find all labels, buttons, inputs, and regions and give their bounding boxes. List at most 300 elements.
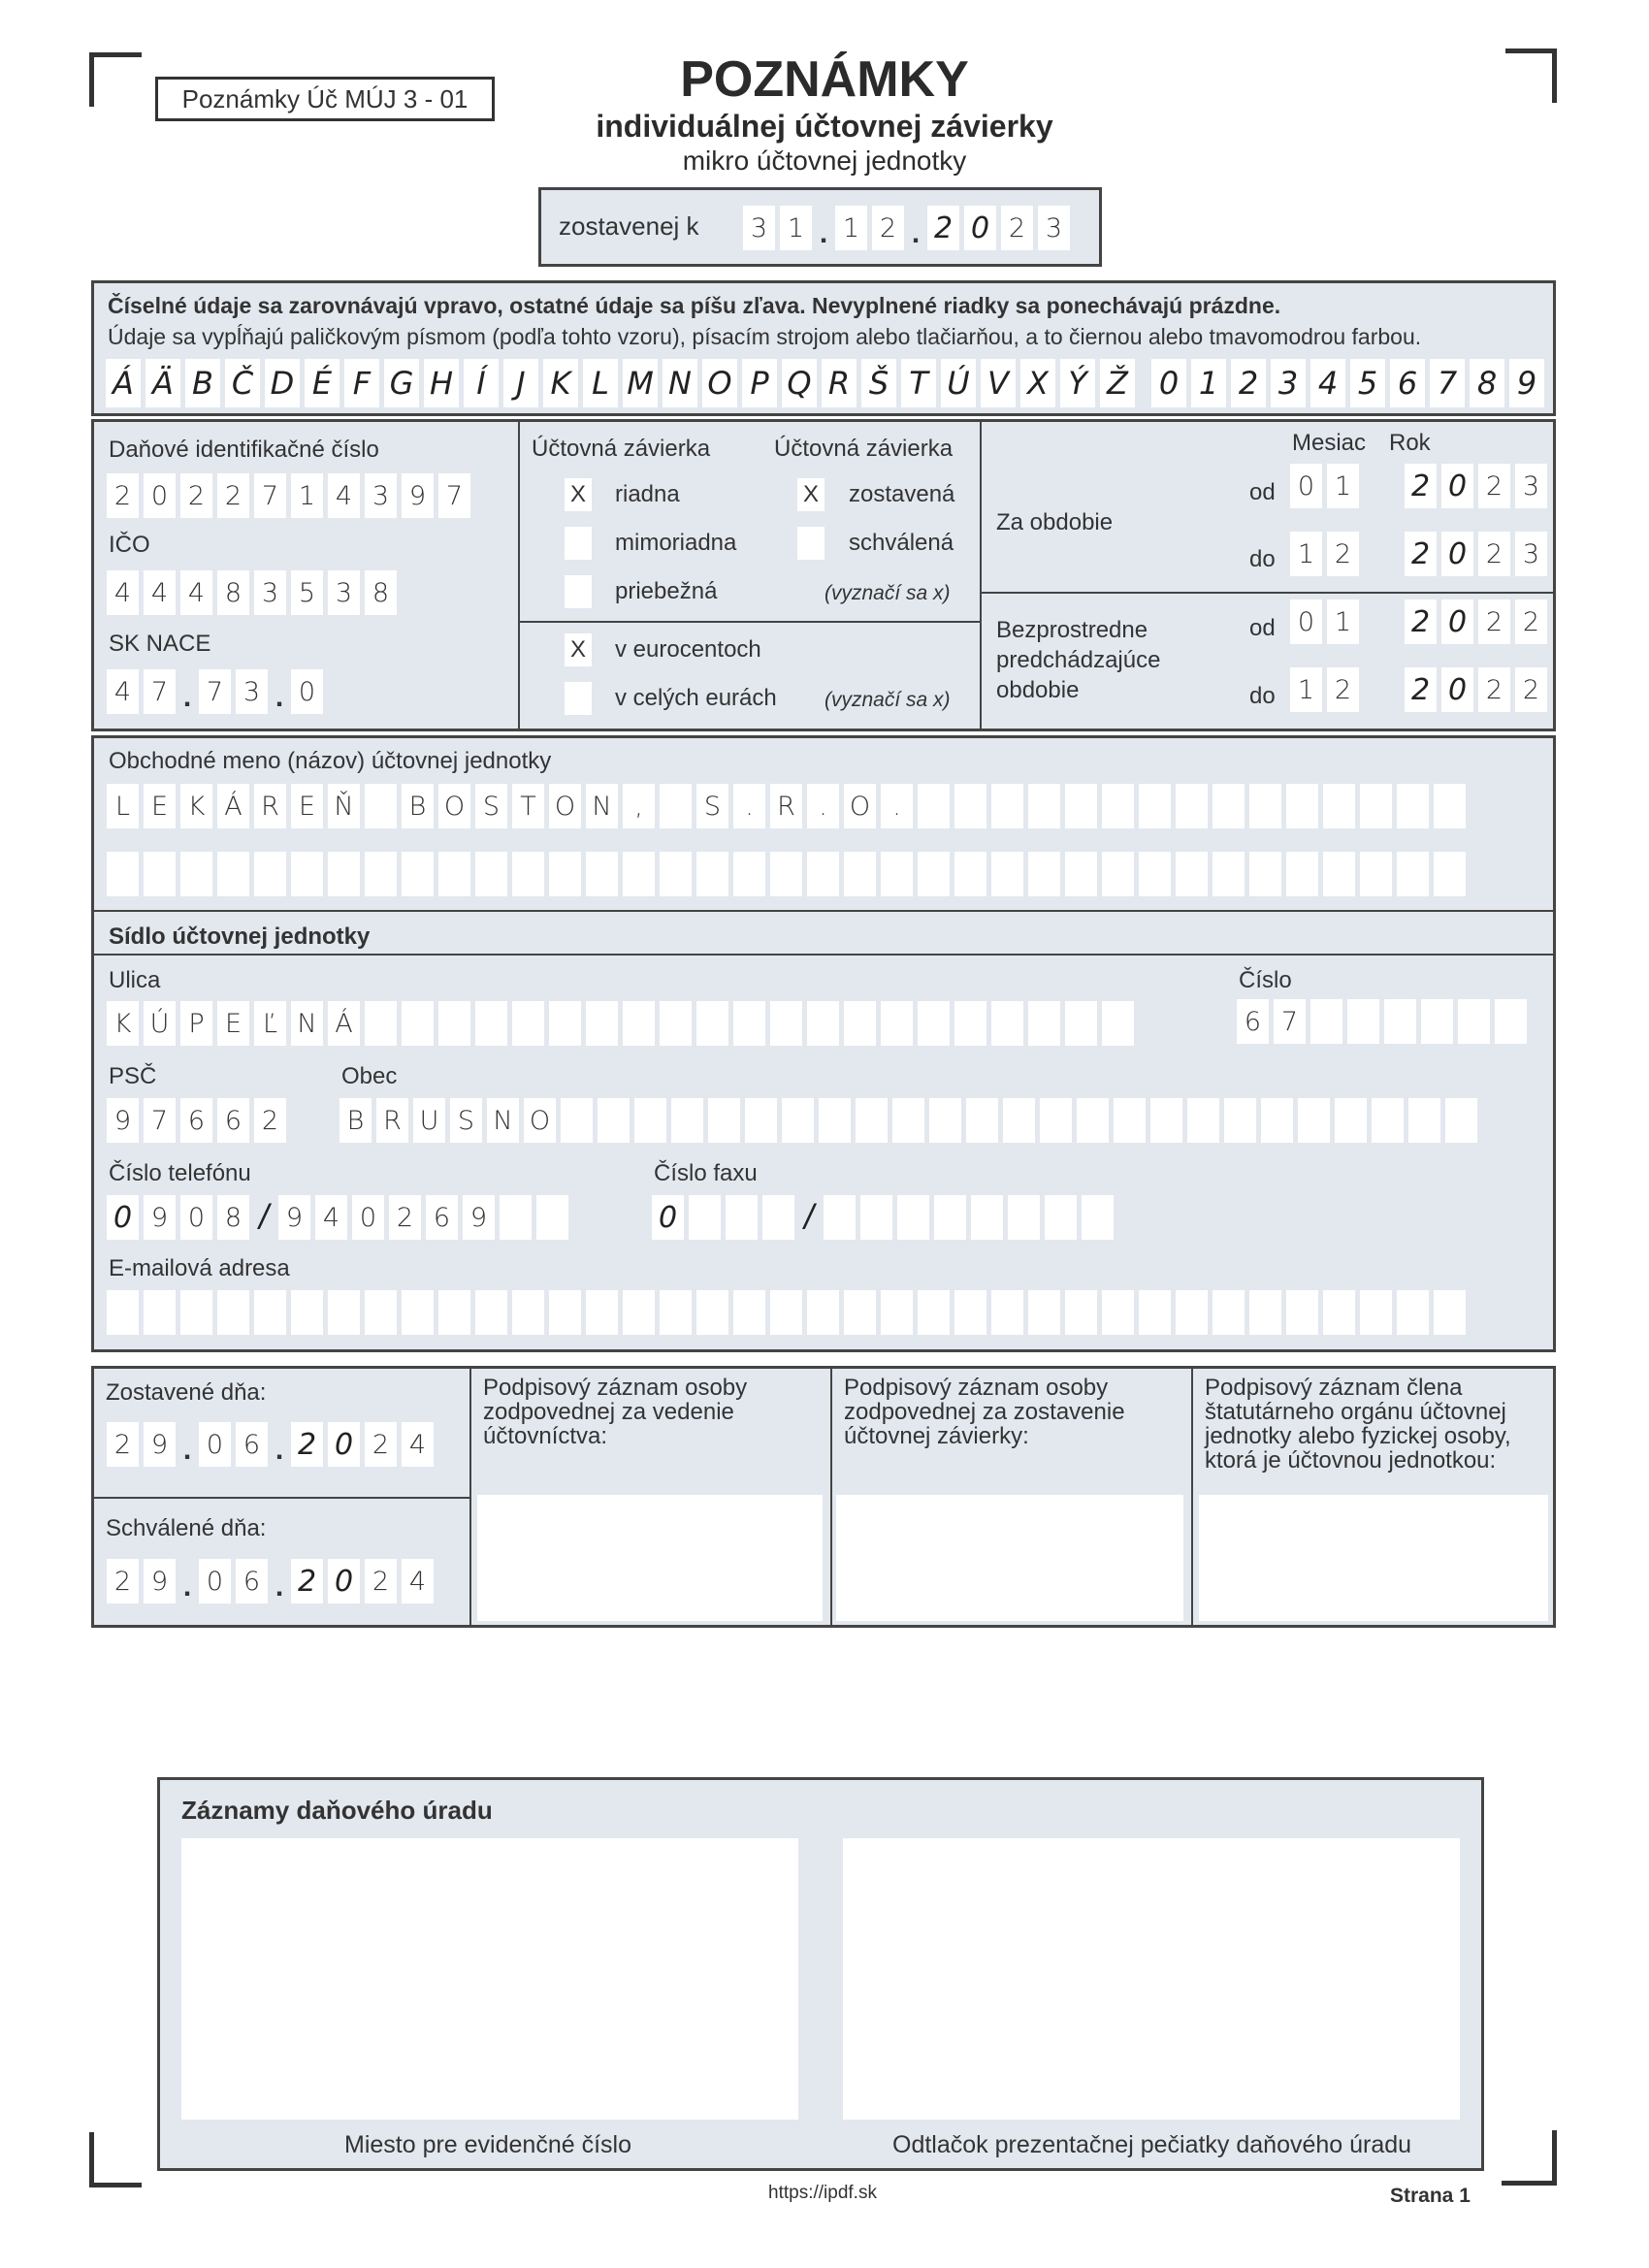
char-box[interactable] xyxy=(1028,784,1060,828)
char-box[interactable] xyxy=(1310,999,1342,1044)
char-box[interactable] xyxy=(438,1290,470,1335)
char-box[interactable] xyxy=(770,1290,802,1335)
char-box[interactable] xyxy=(1065,1001,1097,1046)
char-box[interactable] xyxy=(1458,999,1490,1044)
char-box[interactable]: 2 xyxy=(1327,532,1359,576)
char-box[interactable]: 3 xyxy=(328,570,360,615)
fax-field[interactable] xyxy=(652,1195,1114,1240)
char-box[interactable] xyxy=(934,1195,966,1240)
char-box[interactable] xyxy=(708,1098,740,1143)
char-box[interactable]: 3 xyxy=(365,473,397,518)
char-box[interactable] xyxy=(1187,1098,1219,1143)
char-box[interactable] xyxy=(291,1290,323,1335)
char-box[interactable] xyxy=(660,852,692,896)
char-box[interactable] xyxy=(1323,1290,1355,1335)
char-box[interactable]: 0 xyxy=(199,1559,231,1604)
entity-name-line-2[interactable] xyxy=(107,852,1466,896)
char-box[interactable]: 2 xyxy=(1405,532,1437,576)
char-box[interactable] xyxy=(918,1290,950,1335)
char-box[interactable] xyxy=(1249,852,1281,896)
char-box[interactable]: O xyxy=(844,784,876,828)
char-box[interactable] xyxy=(733,852,765,896)
char-box[interactable] xyxy=(856,1098,888,1143)
char-box[interactable] xyxy=(762,1195,794,1240)
char-box[interactable] xyxy=(897,1195,929,1240)
char-box[interactable]: 0 xyxy=(1290,599,1322,644)
city-field[interactable] xyxy=(340,1098,1477,1143)
checkbox-zostavena[interactable]: X xyxy=(797,478,824,511)
char-box[interactable]: U xyxy=(413,1098,445,1143)
char-box[interactable] xyxy=(512,1290,544,1335)
checkbox-eurocents[interactable]: X xyxy=(565,633,592,666)
char-box[interactable] xyxy=(918,784,950,828)
char-box[interactable]: 2 xyxy=(1478,532,1510,576)
char-box[interactable] xyxy=(586,1290,618,1335)
char-box[interactable]: 0 xyxy=(1441,667,1473,712)
char-box[interactable] xyxy=(328,852,360,896)
char-box[interactable] xyxy=(402,1290,434,1335)
approved-date-field[interactable] xyxy=(107,1559,434,1604)
signature-3-area[interactable] xyxy=(1199,1495,1548,1621)
char-box[interactable]: 0 xyxy=(144,473,176,518)
char-box[interactable]: . xyxy=(733,784,765,828)
char-box[interactable]: 0 xyxy=(107,1195,139,1240)
char-box[interactable]: 0 xyxy=(1441,599,1473,644)
char-box[interactable] xyxy=(1102,784,1134,828)
char-box[interactable] xyxy=(623,1290,655,1335)
char-box[interactable]: O xyxy=(438,784,470,828)
char-box[interactable] xyxy=(1212,1290,1245,1335)
char-box[interactable]: 2 xyxy=(291,1422,323,1467)
checkbox-mimoriadna[interactable] xyxy=(565,527,592,560)
char-box[interactable] xyxy=(1249,1290,1281,1335)
char-box[interactable] xyxy=(561,1098,593,1143)
char-box[interactable]: 3 xyxy=(1515,532,1547,576)
char-box[interactable] xyxy=(1150,1098,1182,1143)
char-box[interactable]: R xyxy=(376,1098,408,1143)
char-box[interactable]: 8 xyxy=(217,1195,249,1240)
char-box[interactable] xyxy=(733,1290,765,1335)
char-box[interactable] xyxy=(623,852,655,896)
char-box[interactable]: L xyxy=(107,784,139,828)
char-box[interactable] xyxy=(1082,1195,1114,1240)
nace-field[interactable] xyxy=(107,669,323,714)
char-box[interactable] xyxy=(402,1001,434,1046)
char-box[interactable]: 6 xyxy=(217,1098,249,1143)
char-box[interactable]: 4 xyxy=(144,570,176,615)
char-box[interactable]: 2 xyxy=(1515,599,1547,644)
char-box[interactable]: 8 xyxy=(365,570,397,615)
char-box[interactable] xyxy=(1176,784,1208,828)
char-box[interactable] xyxy=(1065,784,1097,828)
signature-1-area[interactable] xyxy=(477,1495,823,1621)
char-box[interactable]: Á xyxy=(328,1001,360,1046)
char-box[interactable]: 4 xyxy=(315,1195,347,1240)
char-box[interactable]: 0 xyxy=(652,1195,684,1240)
char-box[interactable] xyxy=(536,1195,568,1240)
previous-period-to[interactable] xyxy=(1290,667,1547,712)
char-box[interactable]: . xyxy=(881,784,913,828)
char-box[interactable]: N xyxy=(291,1001,323,1046)
ico-field[interactable] xyxy=(107,570,397,615)
char-box[interactable] xyxy=(1298,1098,1330,1143)
char-box[interactable] xyxy=(1286,784,1318,828)
char-box[interactable]: 2 xyxy=(1405,667,1437,712)
char-box[interactable] xyxy=(217,852,249,896)
char-box[interactable]: 1 xyxy=(1327,599,1359,644)
char-box[interactable] xyxy=(254,852,286,896)
char-box[interactable]: 9 xyxy=(144,1195,176,1240)
char-box[interactable] xyxy=(696,1001,728,1046)
char-box[interactable] xyxy=(1212,852,1245,896)
signature-2-area[interactable] xyxy=(836,1495,1183,1621)
char-box[interactable] xyxy=(807,1290,839,1335)
char-box[interactable] xyxy=(217,1290,249,1335)
char-box[interactable] xyxy=(144,1290,176,1335)
char-box[interactable] xyxy=(881,1290,913,1335)
char-box[interactable]: 9 xyxy=(144,1559,176,1604)
char-box[interactable]: 2 xyxy=(107,1422,139,1467)
char-box[interactable] xyxy=(860,1195,892,1240)
char-box[interactable] xyxy=(991,784,1023,828)
char-box[interactable] xyxy=(1045,1195,1077,1240)
date-digit[interactable]: 3 xyxy=(743,206,775,250)
char-box[interactable] xyxy=(819,1098,851,1143)
char-box[interactable]: B xyxy=(340,1098,372,1143)
char-box[interactable] xyxy=(1008,1195,1040,1240)
char-box[interactable] xyxy=(475,1001,507,1046)
char-box[interactable]: 6 xyxy=(236,1559,268,1604)
char-box[interactable]: 1 xyxy=(1327,464,1359,508)
char-box[interactable] xyxy=(328,1290,360,1335)
char-box[interactable] xyxy=(512,852,544,896)
char-box[interactable] xyxy=(770,852,802,896)
char-box[interactable] xyxy=(1335,1098,1367,1143)
char-box[interactable]: R xyxy=(254,784,286,828)
char-box[interactable] xyxy=(881,852,913,896)
char-box[interactable] xyxy=(1224,1098,1256,1143)
char-box[interactable] xyxy=(180,1290,212,1335)
entity-name-line-1[interactable] xyxy=(107,784,1466,828)
char-box[interactable] xyxy=(892,1098,924,1143)
char-box[interactable] xyxy=(1323,852,1355,896)
char-box[interactable] xyxy=(180,852,212,896)
char-box[interactable]: 0 xyxy=(352,1195,384,1240)
char-box[interactable]: 1 xyxy=(1290,667,1322,712)
char-box[interactable]: S xyxy=(475,784,507,828)
registration-number-area[interactable] xyxy=(181,1838,798,2120)
char-box[interactable] xyxy=(954,852,986,896)
char-box[interactable] xyxy=(586,1001,618,1046)
char-box[interactable] xyxy=(1139,1290,1171,1335)
char-box[interactable]: 2 xyxy=(291,1559,323,1604)
date-digit[interactable]: 0 xyxy=(964,206,996,250)
char-box[interactable]: 4 xyxy=(328,473,360,518)
char-box[interactable] xyxy=(696,1290,728,1335)
char-box[interactable] xyxy=(807,852,839,896)
char-box[interactable]: 3 xyxy=(254,570,286,615)
char-box[interactable]: E xyxy=(291,784,323,828)
char-box[interactable] xyxy=(1139,852,1171,896)
checkbox-whole-euros[interactable] xyxy=(565,682,592,715)
current-period-from[interactable] xyxy=(1290,464,1547,508)
char-box[interactable]: Ú xyxy=(144,1001,176,1046)
char-box[interactable] xyxy=(881,1001,913,1046)
char-box[interactable]: B xyxy=(402,784,434,828)
char-box[interactable]: 4 xyxy=(180,570,212,615)
char-box[interactable]: 3 xyxy=(1515,464,1547,508)
char-box[interactable]: 4 xyxy=(107,669,139,714)
char-box[interactable] xyxy=(107,1290,139,1335)
char-box[interactable] xyxy=(254,1290,286,1335)
char-box[interactable] xyxy=(586,852,618,896)
char-box[interactable]: P xyxy=(180,1001,212,1046)
char-box[interactable] xyxy=(365,852,397,896)
char-box[interactable]: O xyxy=(524,1098,556,1143)
char-box[interactable]: 0 xyxy=(1441,532,1473,576)
char-box[interactable] xyxy=(696,852,728,896)
date-digit[interactable]: 1 xyxy=(780,206,812,250)
char-box[interactable] xyxy=(954,1001,986,1046)
char-box[interactable] xyxy=(1077,1098,1109,1143)
char-box[interactable] xyxy=(782,1098,814,1143)
char-box[interactable] xyxy=(966,1098,998,1143)
char-box[interactable]: 2 xyxy=(254,1098,286,1143)
char-box[interactable]: 7 xyxy=(438,473,470,518)
char-box[interactable] xyxy=(107,852,139,896)
char-box[interactable] xyxy=(1139,784,1171,828)
char-box[interactable] xyxy=(1212,784,1245,828)
char-box[interactable]: 2 xyxy=(1478,667,1510,712)
char-box[interactable] xyxy=(1065,1290,1097,1335)
char-box[interactable]: 1 xyxy=(291,473,323,518)
char-box[interactable]: 0 xyxy=(291,669,323,714)
char-box[interactable] xyxy=(144,852,176,896)
char-box[interactable] xyxy=(291,852,323,896)
char-box[interactable]: 6 xyxy=(1237,999,1269,1044)
as-of-date-field[interactable] xyxy=(743,206,1070,250)
char-box[interactable] xyxy=(660,784,692,828)
char-box[interactable]: 0 xyxy=(328,1559,360,1604)
char-box[interactable] xyxy=(1360,784,1392,828)
char-box[interactable]: Á xyxy=(217,784,249,828)
phone-field[interactable] xyxy=(107,1195,568,1240)
char-box[interactable] xyxy=(1408,1098,1440,1143)
char-box[interactable]: 7 xyxy=(144,669,176,714)
char-box[interactable] xyxy=(745,1098,777,1143)
char-box[interactable] xyxy=(1347,999,1379,1044)
street-number-field[interactable] xyxy=(1237,999,1527,1044)
char-box[interactable] xyxy=(1360,1290,1392,1335)
char-box[interactable] xyxy=(1176,852,1208,896)
char-box[interactable]: 4 xyxy=(402,1559,434,1604)
char-box[interactable] xyxy=(1434,852,1466,896)
char-box[interactable] xyxy=(807,1001,839,1046)
char-box[interactable]: 4 xyxy=(402,1422,434,1467)
char-box[interactable] xyxy=(1397,1290,1429,1335)
char-box[interactable]: 6 xyxy=(180,1098,212,1143)
char-box[interactable] xyxy=(929,1098,961,1143)
char-box[interactable] xyxy=(991,1290,1023,1335)
char-box[interactable] xyxy=(1445,1098,1477,1143)
char-box[interactable] xyxy=(365,1290,397,1335)
char-box[interactable]: 8 xyxy=(217,570,249,615)
email-field[interactable] xyxy=(107,1290,1466,1335)
char-box[interactable] xyxy=(1360,852,1392,896)
char-box[interactable]: K xyxy=(107,1001,139,1046)
char-box[interactable] xyxy=(1421,999,1453,1044)
char-box[interactable]: S xyxy=(696,784,728,828)
char-box[interactable] xyxy=(500,1195,532,1240)
char-box[interactable] xyxy=(1434,784,1466,828)
char-box[interactable] xyxy=(475,852,507,896)
checkbox-priebezna[interactable] xyxy=(565,575,592,608)
char-box[interactable] xyxy=(598,1098,630,1143)
char-box[interactable] xyxy=(1261,1098,1293,1143)
char-box[interactable]: N xyxy=(586,784,618,828)
char-box[interactable] xyxy=(475,1290,507,1335)
char-box[interactable]: 9 xyxy=(144,1422,176,1467)
char-box[interactable] xyxy=(954,1290,986,1335)
char-box[interactable]: 0 xyxy=(1441,464,1473,508)
char-box[interactable] xyxy=(438,1001,470,1046)
char-box[interactable]: K xyxy=(180,784,212,828)
date-digit[interactable]: 2 xyxy=(872,206,904,250)
dic-field[interactable] xyxy=(107,473,470,518)
checkbox-riadna[interactable]: X xyxy=(565,478,592,511)
char-box[interactable] xyxy=(1102,1001,1134,1046)
prepared-date-field[interactable] xyxy=(107,1422,434,1467)
char-box[interactable] xyxy=(954,784,986,828)
char-box[interactable]: Ň xyxy=(328,784,360,828)
char-box[interactable]: 7 xyxy=(1274,999,1306,1044)
char-box[interactable]: 7 xyxy=(254,473,286,518)
char-box[interactable] xyxy=(844,1290,876,1335)
char-box[interactable] xyxy=(549,852,581,896)
char-box[interactable]: 2 xyxy=(180,473,212,518)
char-box[interactable]: T xyxy=(512,784,544,828)
char-box[interactable] xyxy=(1397,784,1429,828)
char-box[interactable]: E xyxy=(144,784,176,828)
char-box[interactable]: 2 xyxy=(1405,464,1437,508)
char-box[interactable] xyxy=(971,1195,1003,1240)
char-box[interactable] xyxy=(918,1001,950,1046)
char-box[interactable]: 2 xyxy=(1405,599,1437,644)
char-box[interactable] xyxy=(512,1001,544,1046)
char-box[interactable]: 0 xyxy=(180,1195,212,1240)
char-box[interactable]: R xyxy=(770,784,802,828)
char-box[interactable] xyxy=(623,1001,655,1046)
char-box[interactable]: 2 xyxy=(365,1559,397,1604)
char-box[interactable]: O xyxy=(549,784,581,828)
char-box[interactable] xyxy=(549,1290,581,1335)
char-box[interactable]: 2 xyxy=(1515,667,1547,712)
char-box[interactable]: Ľ xyxy=(254,1001,286,1046)
char-box[interactable]: 2 xyxy=(217,473,249,518)
char-box[interactable] xyxy=(671,1098,703,1143)
char-box[interactable] xyxy=(1286,852,1318,896)
char-box[interactable] xyxy=(1372,1098,1404,1143)
char-box[interactable]: N xyxy=(487,1098,519,1143)
char-box[interactable] xyxy=(1249,784,1281,828)
char-box[interactable]: 9 xyxy=(107,1098,139,1143)
char-box[interactable]: 2 xyxy=(365,1422,397,1467)
char-box[interactable]: 6 xyxy=(426,1195,458,1240)
previous-period-from[interactable] xyxy=(1290,599,1547,644)
date-digit[interactable]: 2 xyxy=(1001,206,1033,250)
char-box[interactable] xyxy=(1384,999,1416,1044)
stamp-area[interactable] xyxy=(843,1838,1460,2120)
char-box[interactable]: 4 xyxy=(107,570,139,615)
char-box[interactable]: . xyxy=(807,784,839,828)
char-box[interactable]: S xyxy=(450,1098,482,1143)
street-field[interactable] xyxy=(107,1001,1134,1046)
char-box[interactable]: 6 xyxy=(236,1422,268,1467)
char-box[interactable]: 7 xyxy=(199,669,231,714)
zip-field[interactable] xyxy=(107,1098,286,1143)
char-box[interactable] xyxy=(1003,1098,1035,1143)
char-box[interactable] xyxy=(770,1001,802,1046)
char-box[interactable]: 5 xyxy=(291,570,323,615)
char-box[interactable] xyxy=(1323,784,1355,828)
char-box[interactable]: E xyxy=(217,1001,249,1046)
char-box[interactable] xyxy=(1286,1290,1318,1335)
char-box[interactable]: 2 xyxy=(1478,464,1510,508)
char-box[interactable] xyxy=(1028,1001,1060,1046)
date-digit[interactable]: 3 xyxy=(1038,206,1070,250)
char-box[interactable] xyxy=(991,1001,1023,1046)
char-box[interactable] xyxy=(1397,852,1429,896)
char-box[interactable] xyxy=(1028,852,1060,896)
char-box[interactable] xyxy=(438,852,470,896)
checkbox-schvalena[interactable] xyxy=(797,527,824,560)
char-box[interactable] xyxy=(1065,852,1097,896)
char-box[interactable] xyxy=(1102,852,1134,896)
char-box[interactable] xyxy=(1495,999,1527,1044)
char-box[interactable] xyxy=(1434,1290,1466,1335)
char-box[interactable] xyxy=(1176,1290,1208,1335)
char-box[interactable] xyxy=(918,852,950,896)
char-box[interactable]: 9 xyxy=(278,1195,310,1240)
char-box[interactable]: 1 xyxy=(1290,532,1322,576)
date-digit[interactable]: 1 xyxy=(835,206,867,250)
char-box[interactable]: 2 xyxy=(1478,599,1510,644)
char-box[interactable] xyxy=(1028,1290,1060,1335)
char-box[interactable]: , xyxy=(623,784,655,828)
char-box[interactable]: 0 xyxy=(1290,464,1322,508)
char-box[interactable] xyxy=(1102,1290,1134,1335)
char-box[interactable] xyxy=(726,1195,758,1240)
char-box[interactable]: 2 xyxy=(107,1559,139,1604)
char-box[interactable] xyxy=(844,852,876,896)
char-box[interactable] xyxy=(660,1001,692,1046)
char-box[interactable]: 0 xyxy=(328,1422,360,1467)
char-box[interactable]: 2 xyxy=(1327,667,1359,712)
date-digit[interactable]: 2 xyxy=(927,206,959,250)
char-box[interactable] xyxy=(824,1195,856,1240)
char-box[interactable] xyxy=(549,1001,581,1046)
char-box[interactable] xyxy=(991,852,1023,896)
current-period-to[interactable] xyxy=(1290,532,1547,576)
char-box[interactable]: 2 xyxy=(107,473,139,518)
char-box[interactable] xyxy=(689,1195,721,1240)
char-box[interactable] xyxy=(1040,1098,1072,1143)
char-box[interactable]: 2 xyxy=(389,1195,421,1240)
char-box[interactable] xyxy=(844,1001,876,1046)
char-box[interactable] xyxy=(634,1098,666,1143)
char-box[interactable]: 9 xyxy=(463,1195,495,1240)
char-box[interactable]: 7 xyxy=(144,1098,176,1143)
